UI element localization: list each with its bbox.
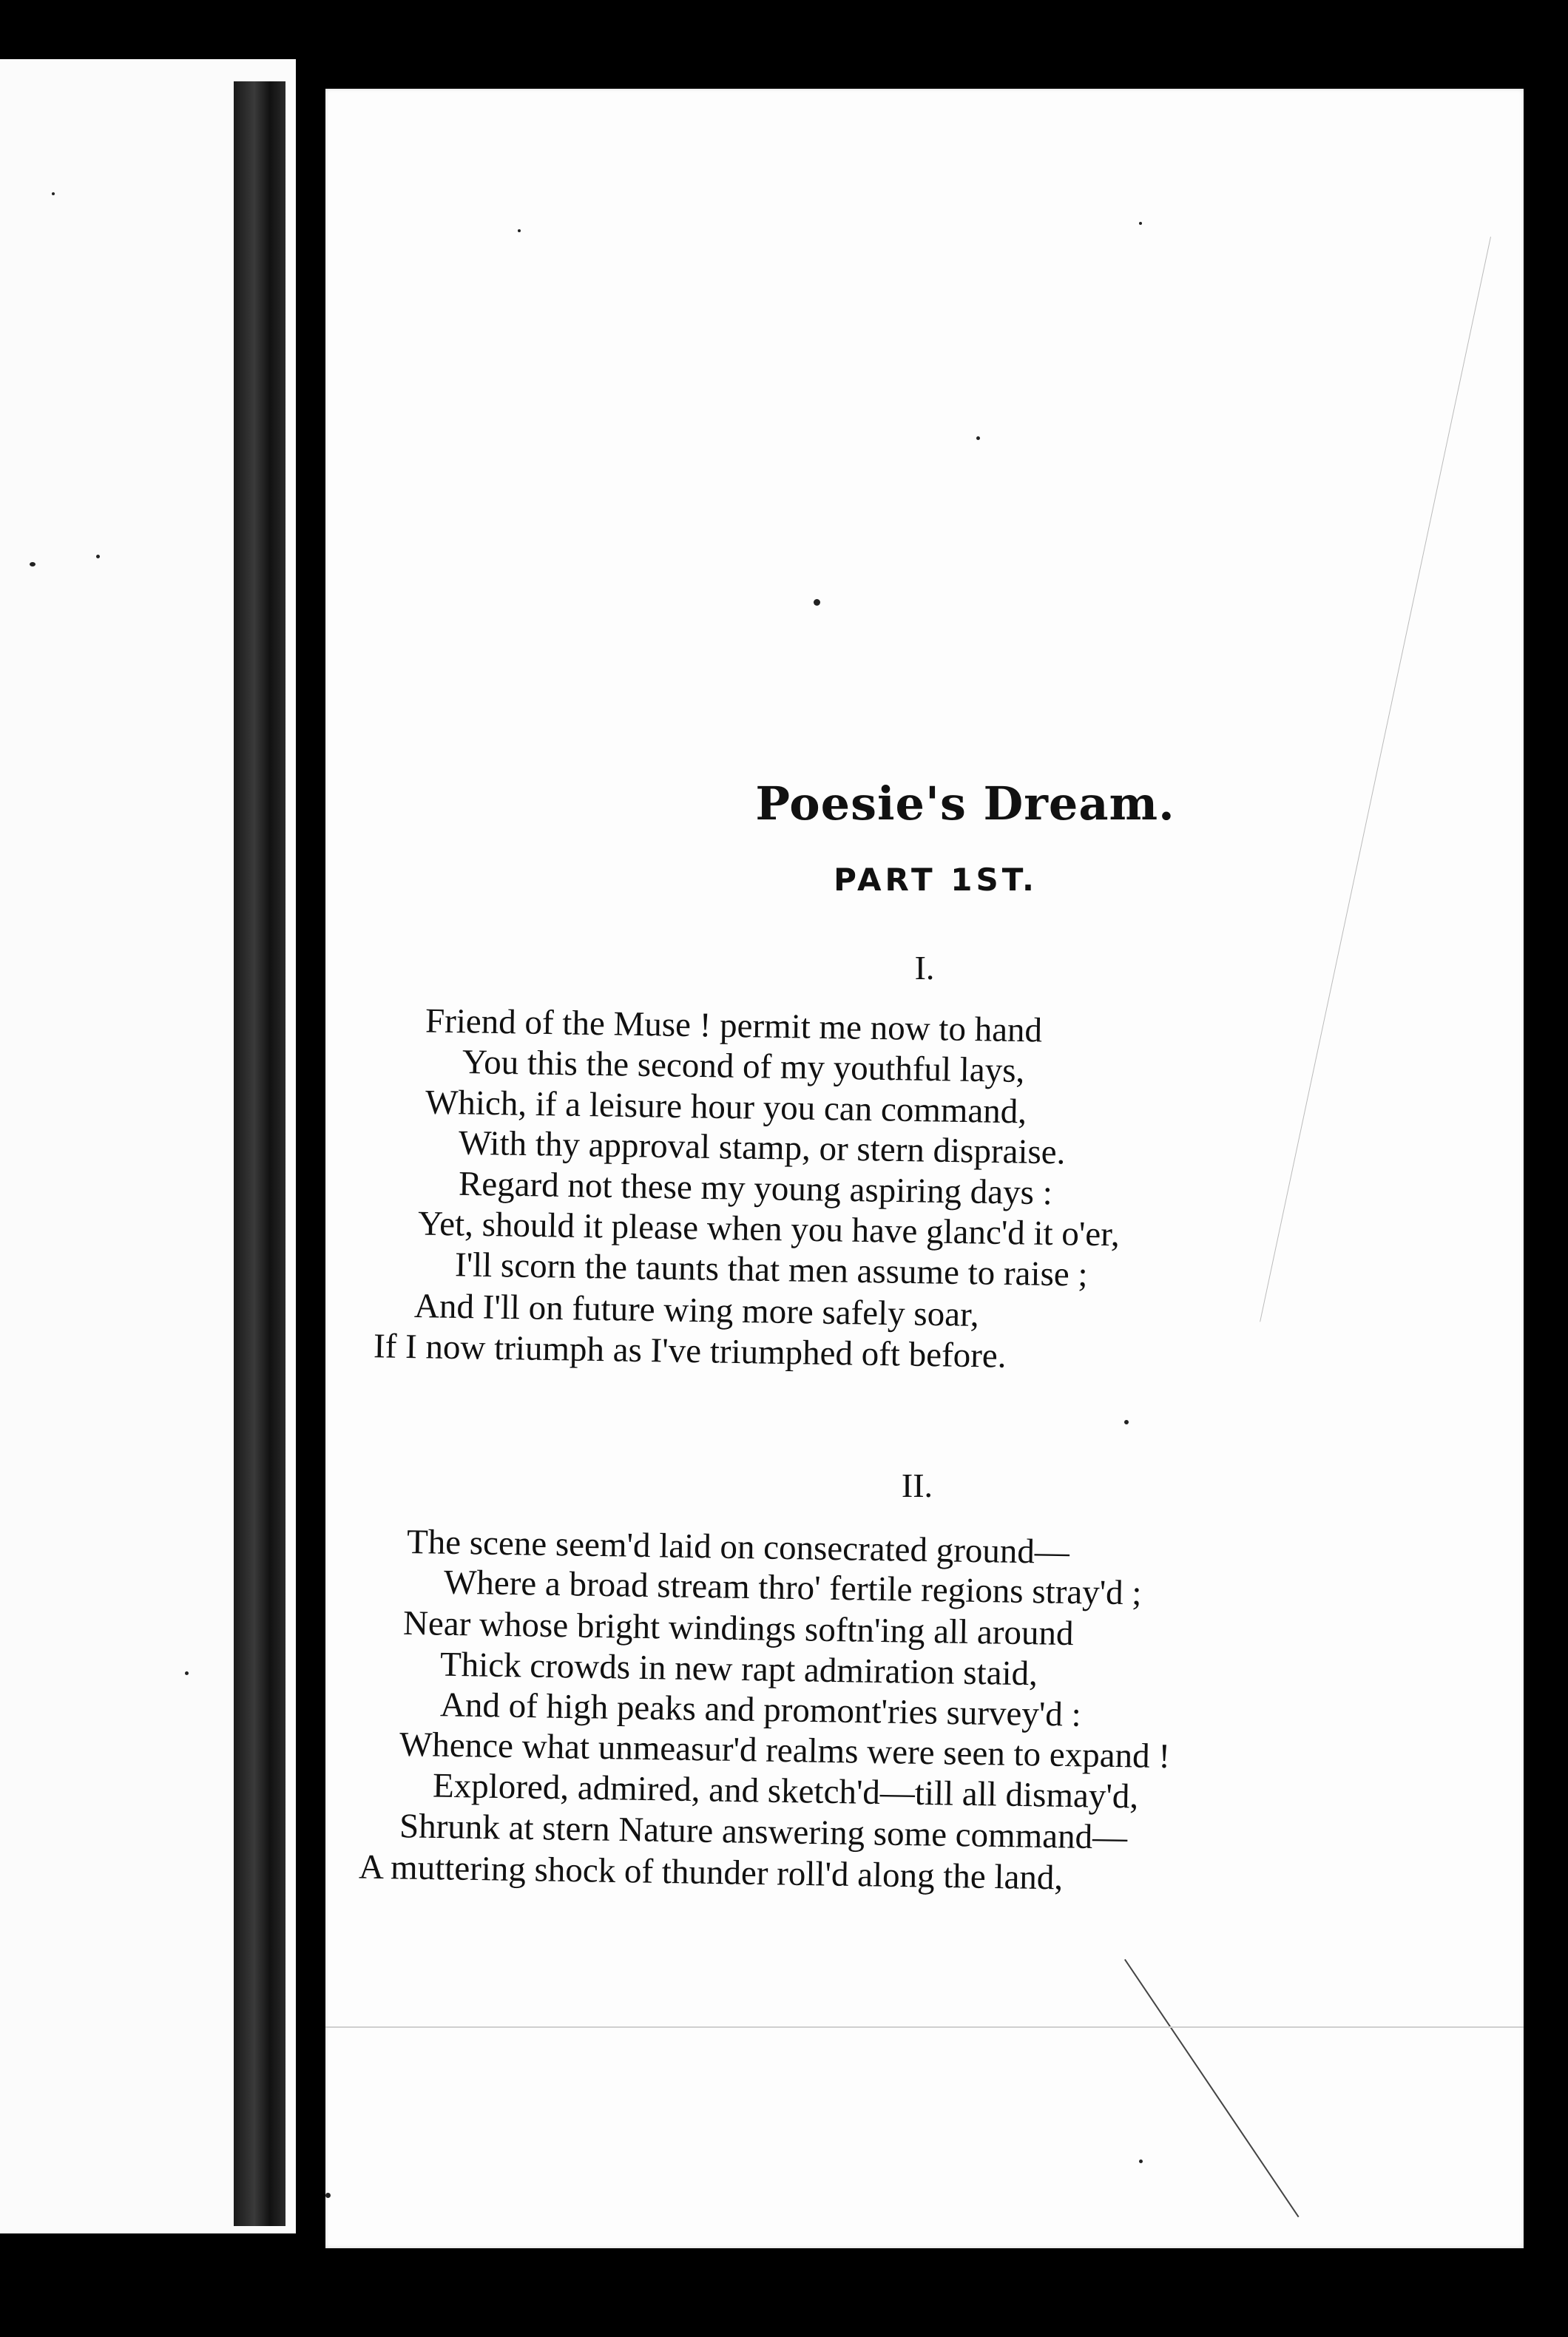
stanza-line: Yet, should it please when you have glanc'd it o'er, <box>417 1204 1121 1254</box>
right-page <box>325 89 1524 2248</box>
stanza-line: Where a broad stream thro' fertile regions stray'd ; <box>443 1563 1142 1613</box>
stanza-line: Which, if a leisure hour you can command, <box>425 1083 1027 1132</box>
stanza-line: Thick crowds in new rapt admiration staid, <box>439 1645 1038 1694</box>
stanza-line: Whence what unmeasur'd realms were seen to expand ! <box>399 1725 1171 1776</box>
stanza-line: You this the second of my youthful lays, <box>462 1043 1025 1090</box>
stanza-line: A muttering shock of thunder roll'd along the land, <box>358 1847 1064 1898</box>
stanza-line: With thy approval stamp, or stern dispraise. <box>458 1123 1066 1172</box>
stanza-line: And of high peaks and promont'ries survey'd : <box>439 1685 1082 1734</box>
part-heading: PART 1ST. <box>834 862 1038 898</box>
stanza-numeral-1: I. <box>914 949 935 987</box>
stanza-line: The scene seem'd laid on consecrated ground— <box>406 1522 1070 1572</box>
book-spine <box>234 81 285 2226</box>
stanza-line: I'll scorn the taunts that men assume to raise ; <box>454 1245 1088 1294</box>
stanza-line: Near whose bright windings softn'ing all around <box>402 1603 1074 1654</box>
poem-title: Poesie's Dream. <box>755 777 1175 831</box>
stanza-line: Regard not these my young aspiring days : <box>458 1164 1053 1213</box>
stanza-line: Explored, admired, and sketch'd—till all dismay'd, <box>432 1766 1139 1816</box>
stanza-line: If I now triumph as I've triumphed oft before. <box>373 1327 1007 1376</box>
stanza-line: Shrunk at stern Nature answering some command— <box>399 1807 1128 1857</box>
stanza-numeral-2: II. <box>901 1467 933 1504</box>
stanza-line: Friend of the Muse ! permit me now to hand <box>425 1001 1043 1050</box>
stanza-line: And I'll on future wing more safely soar, <box>413 1287 979 1334</box>
page-rule <box>325 2026 1524 2028</box>
